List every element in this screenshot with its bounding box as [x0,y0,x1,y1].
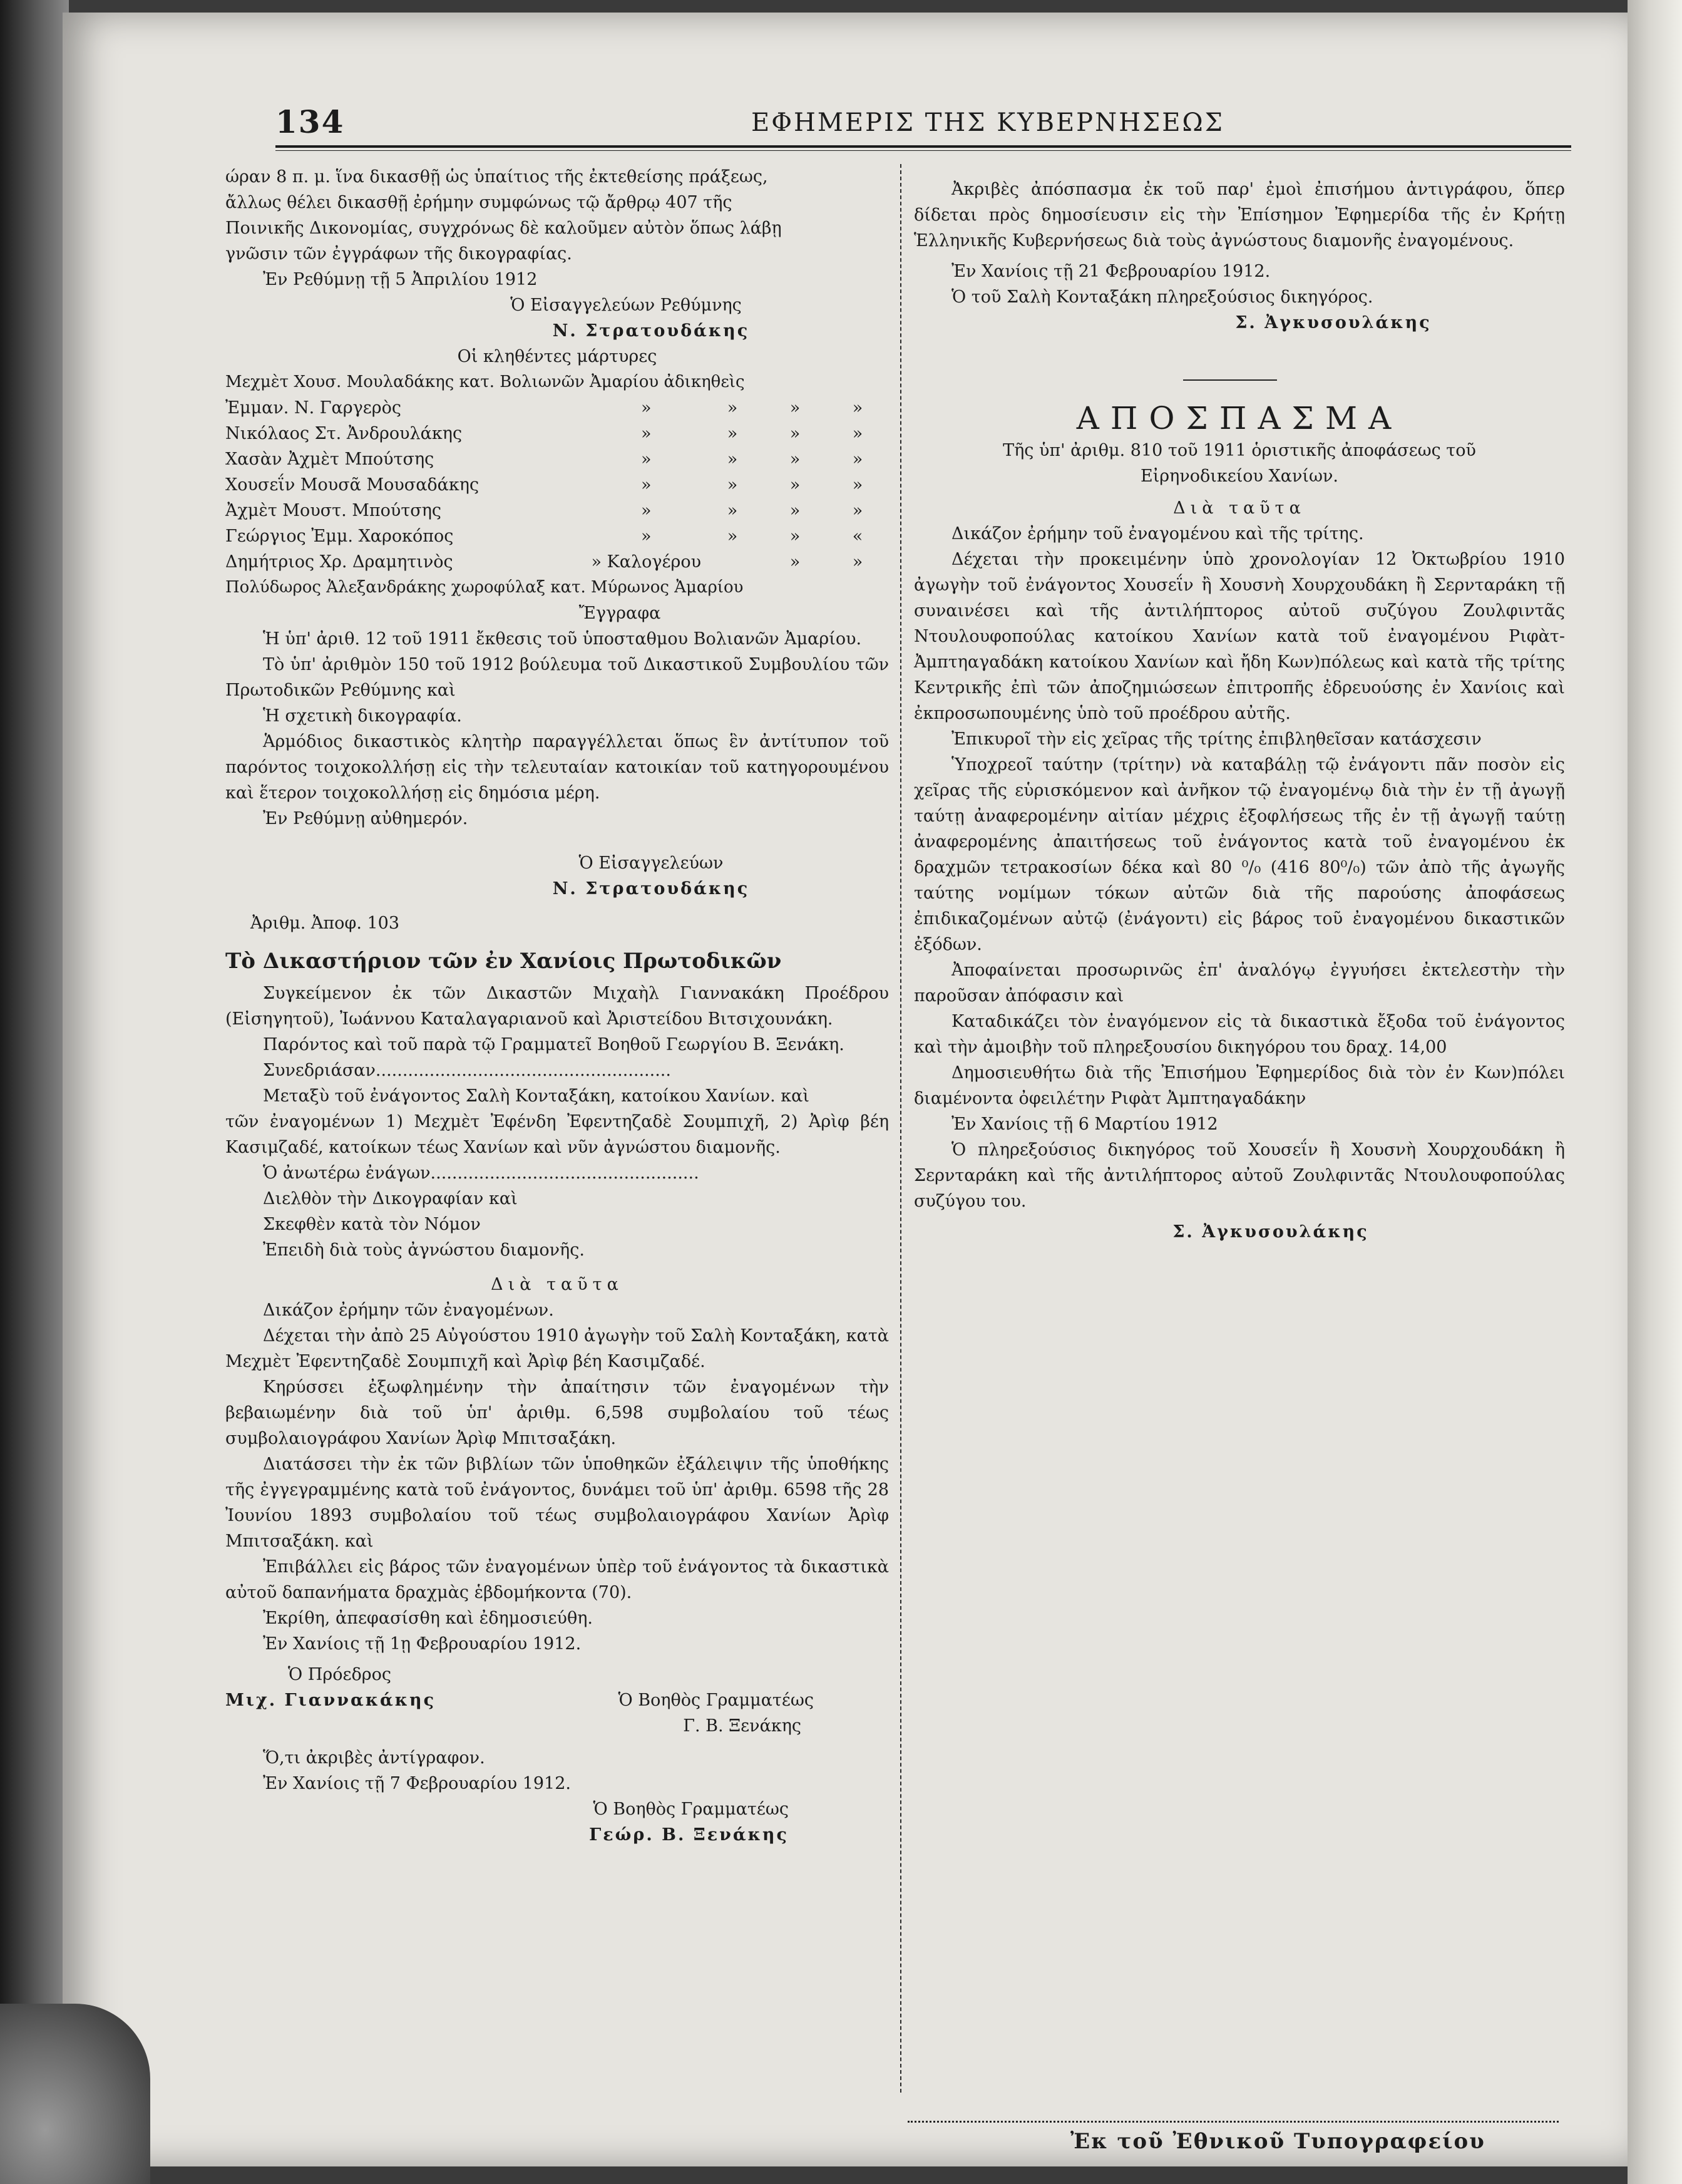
ditto-mark: » [727,424,738,443]
witness-row [225,472,889,498]
witness-name: Χασὰν Ἀχμὲτ Μπούτσης [225,450,434,469]
defendants-line: τῶν ἐναγομένων 1) Μεχμὲτ Ἐφένδη Ἐφεντηζαδὲ Σουμπιχῆ, 2) Ἀρὶφ βέη Κασιμζαδέ, κατοίκων τέως Χανίων καὶ νῦν ἀγνώστου διαμονῆς. [225,1112,889,1157]
prosecutor-title: Ὁ Εἰσαγγελεύων [578,853,724,873]
judgment-line: Κηρύσσει ἐξωφλημένην τὴν ἀπαίτησιν τῶν ἐναγομένων τὴν βεβαιωμένην διὰ τοῦ ὑπ' ἀριθμ. 6,598 συμβολαίου τοῦ τέως συμβολαιογράφου Χανίων Ἀρὶφ Μπιτσαξάκη. [225,1378,889,1448]
ditto-mark: » [727,501,738,520]
intro-line: ἄλλως θέλει δικασθῇ ἐρήμην συμφώνως τῷ ἄρθρῳ 407 τῆς [225,193,732,212]
asst-clerk-signature: Γεώρ. Β. Ξενάκης [589,1825,789,1845]
ditto-mark: » [727,398,738,418]
witness-row [225,549,889,575]
place-date: Ἐν Χανίοις τῇ 7 Φεβρουαρίου 1912. [263,1774,571,1793]
excerpt-subtitle: Τῆς ὑπ' ἀριθμ. 810 τοῦ 1911 ὁριστικῆς ἀποφάσεως τοῦ Εἰρηνοδικείου Χανίων. [1003,441,1476,486]
attorney-signature: Σ. Ἀγκυσουλάκης [1235,313,1432,332]
ditto-mark: » [727,475,738,495]
witness-name: Νικόλαος Στ. Ἀνδρουλάκης [225,424,463,443]
attorney-line: Ὁ πληρεξούσιος δικηγόρος τοῦ Χουσεΐν ἢ Χουσνὴ Χουρχουδάκη ἢ Σερνταράκη καὶ τῆς ἀντιλήπτορος αὐτοῦ Ζουλφιντᾶς Ντουλουφοπούλας συζύγου του. [914,1140,1565,1211]
left-column [225,164,889,1848]
witness-table [225,395,889,575]
witness-name: Γεώργιος Ἐμμ. Χαροκόπος [225,527,454,546]
court-heading: Τὸ Δικαστήριον τῶν ἐν Χανίοις Πρωτοδικῶν [225,949,782,974]
judgment-line: Δικάζον ἐρήμην τῶν ἐναγομένων. [263,1301,554,1320]
ditto-mark: » [789,552,801,572]
ditto-mark: » [852,398,863,418]
intro-line: γνῶσιν τῶν ἐγγράφων τῆς δικογραφίας. [225,244,572,264]
prosecutor-signature: Ν. Στρατουδάκης [552,321,750,341]
header-rule [275,145,1571,148]
ditto-mark: » [789,501,801,520]
page-number: 134 [275,103,345,140]
witness-name: Ἐμμαν. Ν. Γαργερὸς [225,398,401,418]
ditto-mark: » [640,398,652,418]
ditto-mark: » [727,450,738,469]
clerk-presence: Παρόντος καὶ τοῦ παρὰ τῷ Γραμματεῖ Βοηθοῦ Γεωργίου Β. Ξενάκη. [263,1035,844,1054]
adjacent-page-edge [1628,0,1682,2184]
witnesses-heading: Οἱ κληθέντες μάρτυρες [457,347,657,366]
reasons-heading: Διὰ ταῦτα [1173,498,1306,518]
ruling-paragraph: Δικάζον ἐρήμην τοῦ ἐναγομένου καὶ τῆς τρίτης. [951,524,1364,543]
excerpt-intro: Ἀκριβὲς ἀπόσπασμα ἐκ τοῦ παρ' ἐμοὶ ἐπισήμου ἀντιγράφου, ὅπερ δίδεται πρὸς δημοσίευσιν εἰς τὴν Ἐπίσημον Ἐφημερίδα τῆς ἐν Κρήτῃ Ἑλληνικῆς Κυβερνήσεως διὰ τοὺς ἀγνώστους διαμονῆς ἐναγομένους. [914,180,1565,250]
witness-row [225,395,889,421]
ditto-mark: » [640,424,652,443]
document-entry: Ἁρμόδιος δικαστικὸς κλητὴρ παραγγέλλεται ὅπως ἓν ἀντίτυπον τοῦ παρόντος τοιχοκολλήσῃ εἰς τὴν τελευταίαν κατοικίαν τοῦ κατηγορουμένου καὶ ἕτερον τοιχοκολλήσῃ εἰς δημόσια μέρη. [225,732,889,803]
witness-row [225,421,889,446]
witness-name: Χουσεΐν Μουσᾶ Μουσαδάκης [225,475,479,495]
witness-name: Δημήτριος Χρ. Δραμητινὸς [225,552,453,572]
ditto-mark: » [727,527,738,546]
ditto-mark: » [852,475,863,495]
ditto-mark: » [852,424,863,443]
ditto-mark: » [789,424,801,443]
prosecutor-title: Ὁ Εἰσαγγελεύων Ρεθύμνης [510,296,742,315]
document-entry: Ἡ ὑπ' ἀριθ. 12 τοῦ 1911 ἔκθεσις τοῦ ὑποσταθμου Βολιανῶν Ἀμαρίου. [263,629,862,649]
witness-row [225,498,889,523]
section-separator [1183,379,1277,381]
ditto-mark: » [640,501,652,520]
intro-line: ώραν 8 π. μ. ἵνα δικασθῇ ὡς ὑπαίτιος τῆς ἐκτεθείσης πράξεως, [225,167,768,187]
document-entry: Τὸ ὑπ' ἀριθμὸν 150 τοῦ 1912 βούλευμα τοῦ Δικαστικοῦ Συμβουλίου τῶν Πρωτοδικῶν Ρεθύμνης καὶ [225,655,889,700]
asst-clerk-title: Ὁ Βοηθὸς Γραμματέως [593,1800,789,1819]
printer-imprint: Ἐκ τοῦ Ἐθνικοῦ Τυπογραφείου [1070,2129,1485,2154]
ruling-paragraph: Δημοσιευθήτω διὰ τῆς Ἐπισήμου Ἐφημερίδος διὰ τὸν ἐν Κων)πόλει διαμένοντα ὀφειλέτην Ριφὰτ Ἀμπτηαγαδάκην [914,1063,1565,1108]
header-rule-thin [275,150,1571,151]
ditto-mark: » [852,552,863,572]
ditto-mark: » [640,450,652,469]
judgment-line: Δέχεται τὴν ἀπὸ 25 Αὐγούστου 1910 ἀγωγὴν τοῦ Σαλὴ Κονταξάκη, κατὰ Μεχμὲτ Ἐφεντηζαδὲ Σουμπιχῆ καὶ Ἀρὶφ βέη Κασιμζαδέ. [225,1326,889,1371]
thumb-in-corner [0,2004,150,2184]
ditto-mark [701,549,764,575]
ruling-paragraph: Ὑποχρεοῖ ταύτην (τρίτην) νὰ καταβάλῃ τῷ ἐνάγοντι πᾶν ποσὸν εἰς χεῖρας τῆς εὑρισκόμενον καὶ ἀνῆκον τῷ ἐναγομένῳ διὰ τὴν ἐν τῇ ἀγωγῇ ταύτῃ ἀναφερομένην αἰτίαν μέχρις ἐξοφλήσεως τῆς ἐν τῇ ἀγωγῇ ταύτῃ ἀναφερομένης ἀπαιτήσεως τοῦ ἐνάγοντος κατὰ τοῦ ἐναγομένου ἐκ δραχμῶν τετρακοσίων δέκα καὶ 80 ⁰/₀ (416 80⁰/₀) τῶν ἀπὸ τῆς ἀγωγῆς ταύτης νομίμων τόκων αὐτῶν διὰ τῆς παρούσης ἀποφάσεως ἐπιδικαζομένων αὐτῷ (ἐνάγοντι) εἰς βάρος τοῦ ἐναγομένου δικαστικῶν ἐξόδων. [914,755,1565,954]
witness-entry: Μεχμὲτ Χουσ. Μουλαδάκης κατ. Βολιωνῶν Ἀμαρίου ἀδικηθεὶς [225,373,745,391]
plaintiff-line: Ὁ ἀνωτέρω ἐνάγων.................................................. [263,1163,699,1183]
book-binding-shadow [0,0,69,2184]
president-title: Ὁ Πρόεδρος [288,1665,391,1684]
between-line: Μεταξὺ τοῦ ἐνάγοντος Σαλὴ Κονταξάκη, κατοίκου Χανίων. καὶ [263,1086,809,1106]
column-divider [900,164,901,2093]
ditto-mark: » Καλογέρου [591,552,701,572]
excerpt-title: ΑΠΟΣΠΑΣΜΑ [1076,400,1403,436]
ruling-paragraph: Καταδικάζει τὸν ἐναγόμενον εἰς τὰ δικαστικὰ ἔξοδα τοῦ ἐνάγοντος καὶ τὴν ἀμοιβὴν τοῦ πληρεξουσίου δικηγόρου του δραχ. 14,00 [914,1012,1565,1057]
ditto-mark: « [852,527,863,546]
running-title: ΕΦΗΜΕΡΙΣ ΤΗΣ ΚΥΒΕΡΝΗΣΕΩΣ [751,108,1224,137]
reviewed-file: Διελθὸν τὴν Δικογραφίαν καὶ [263,1189,518,1208]
ruling-paragraph: Δέχεται τὴν προκειμένην ὑπὸ χρονολογίαν 12 Ὀκτωβρίου 1910 ἀγωγὴν τοῦ ἐνάγοντος Χουσεΐν ἢ Χουσνὴ Χουρχουδάκη ἢ Σερνταράκη τῇ συναινέσει καὶ τῆς ἀντιλήπτορος αὐτοῦ συζύγου Ζουλφιντᾶς Ντουλουφοπούλας κατοίκου Χανίων κατὰ τοῦ ἐναγομένου Ριφὰτ-Ἀμπτηαγαδάκη κατοίκου Χανίων καὶ ἤδη Κων)πόλεως καὶ κατὰ τῆς τρίτης Κεντρικῆς ἐπὶ τῶν ἀποζημιώσεων ἐπιτροπῆς ἐδρευούσης ἐν Χανίοις καὶ ἐκπροσωπουμένης ὑπὸ τοῦ προέδρου αὐτῆς. [914,550,1565,723]
judgment-line: Ἐπιβάλλει εἰς βάρος τῶν ἐναγομένων ὑπὲρ τοῦ ἐνάγοντος τὰ δικαστικὰ αὐτοῦ δαπανήματα δραχμὰς ἑβδομήκοντα (70). [225,1557,889,1602]
ditto-mark: » [789,450,801,469]
footer-rule [908,2121,1559,2123]
document-entry: Ἡ σχετικὴ δικογραφία. [263,706,462,726]
asst-clerk-name: Γ. Β. Ξενάκης [683,1716,801,1736]
court-composition: Συγκείμενον ἐκ τῶν Δικαστῶν Μιχαὴλ Γιαννακάκη Προέδρου (Εἰσηγητοῦ), Ἰωάννου Καταλαγαριανοῦ καὶ Ἀριστείδου Βιτσιχουνάκη. [225,984,889,1029]
president-signature: Μιχ. Γιαννακάκης [225,1691,436,1710]
ditto-mark: » [789,475,801,495]
decision-number: Ἀριθμ. Ἀποφ. 103 [250,914,400,933]
witness-row [225,523,889,549]
place-date: Ἐν Ρεθύμνῃ αὐθημερόν. [263,809,468,828]
right-column [914,177,1565,1245]
place-date: Ἐν Ρεθύμνῃ τῇ 5 Ἀπριλίου 1912 [263,270,538,289]
judgment-line: Ἐν Χανίοις τῇ 1ῃ Φεβρουαρίου 1912. [263,1634,582,1654]
since-unknown: Ἐπειδὴ διὰ τοὺς ἀγνώστου διαμονῆς. [263,1240,585,1260]
ditto-mark: » [789,398,801,418]
prosecutor-signature: Ν. Στρατουδάκης [552,879,750,899]
asst-clerk-title: Ὁ Βοηθὸς Γραμματέως [618,1691,814,1710]
ditto-mark: » [852,501,863,520]
attorney-line: Ὁ τοῦ Σαλὴ Κονταξάκη πληρεξούσιος δικηγόρος. [951,287,1373,307]
ditto-mark: » [640,527,652,546]
ruling-paragraph: Ἐπικυροῖ τὴν εἰς χεῖρας τῆς τρίτης ἐπιβληθεῖσαν κατάσχεσιν [951,729,1482,749]
witness-entry: Πολύδωρος Ἀλεξανδράκης χωροφύλαξ κατ. Μύρωνος Ἀμαρίου [225,578,744,597]
attorney-signature: Σ. Ἀγκυσουλάκης [1172,1222,1369,1242]
judgment-line: Ἐκρίθη, ἀπεφασίσθη καὶ ἐδημοσιεύθη. [263,1609,593,1628]
place-date: Ἐν Χανίοις τῇ 6 Μαρτίου 1912 [951,1115,1218,1134]
place-date: Ἐν Χανίοις τῇ 21 Φεβρουαρίου 1912. [951,262,1271,281]
ditto-mark: » [789,527,801,546]
ditto-mark: » [640,475,652,495]
ditto-mark: » [852,450,863,469]
considered-law: Σκεφθὲν κατὰ τὸν Νόμον [263,1215,481,1234]
witness-name: Ἀχμὲτ Μουστ. Μπούτσης [225,501,441,520]
signatures-row [225,1687,889,1713]
intro-line: Ποινικῆς Δικονομίας, συγχρόνως δὲ καλοῦμεν αὐτὸν ὅπως λάβῃ [225,219,782,238]
judgment-line: Διατάσσει τὴν ἐκ τῶν βιβλίων τῶν ὑποθηκῶν ἐξάλειψιν τῆς ὑποθήκης τῆς ἐγγεγραμμένης κατὰ τοῦ ἐνάγοντος, δυνάμει τοῦ ὑπ' ἀριθμ. 6598 τῆς 28 Ἰουνίου 1893 συμβολαίου τοῦ τέως συμβολαιογράφου Χανίων Ἀρὶφ Μπιτσαξάκη. καὶ [225,1455,889,1551]
reasons-heading: Διὰ ταῦτα [491,1275,623,1294]
convened-line: Συνεδριάσαν....................................................... [263,1061,671,1080]
true-copy: Ὅ,τι ἀκριβὲς ἀντίγραφον. [263,1748,485,1768]
witness-row [225,446,889,472]
documents-heading: Ἔγγραφα [578,604,661,623]
ruling-paragraph: Ἀποφαίνεται προσωρινῶς ἐπ' ἀναλόγῳ ἐγγυήσει ἐκτελεστὴν τὴν παροῦσαν ἀπόφασιν καὶ [914,961,1565,1006]
